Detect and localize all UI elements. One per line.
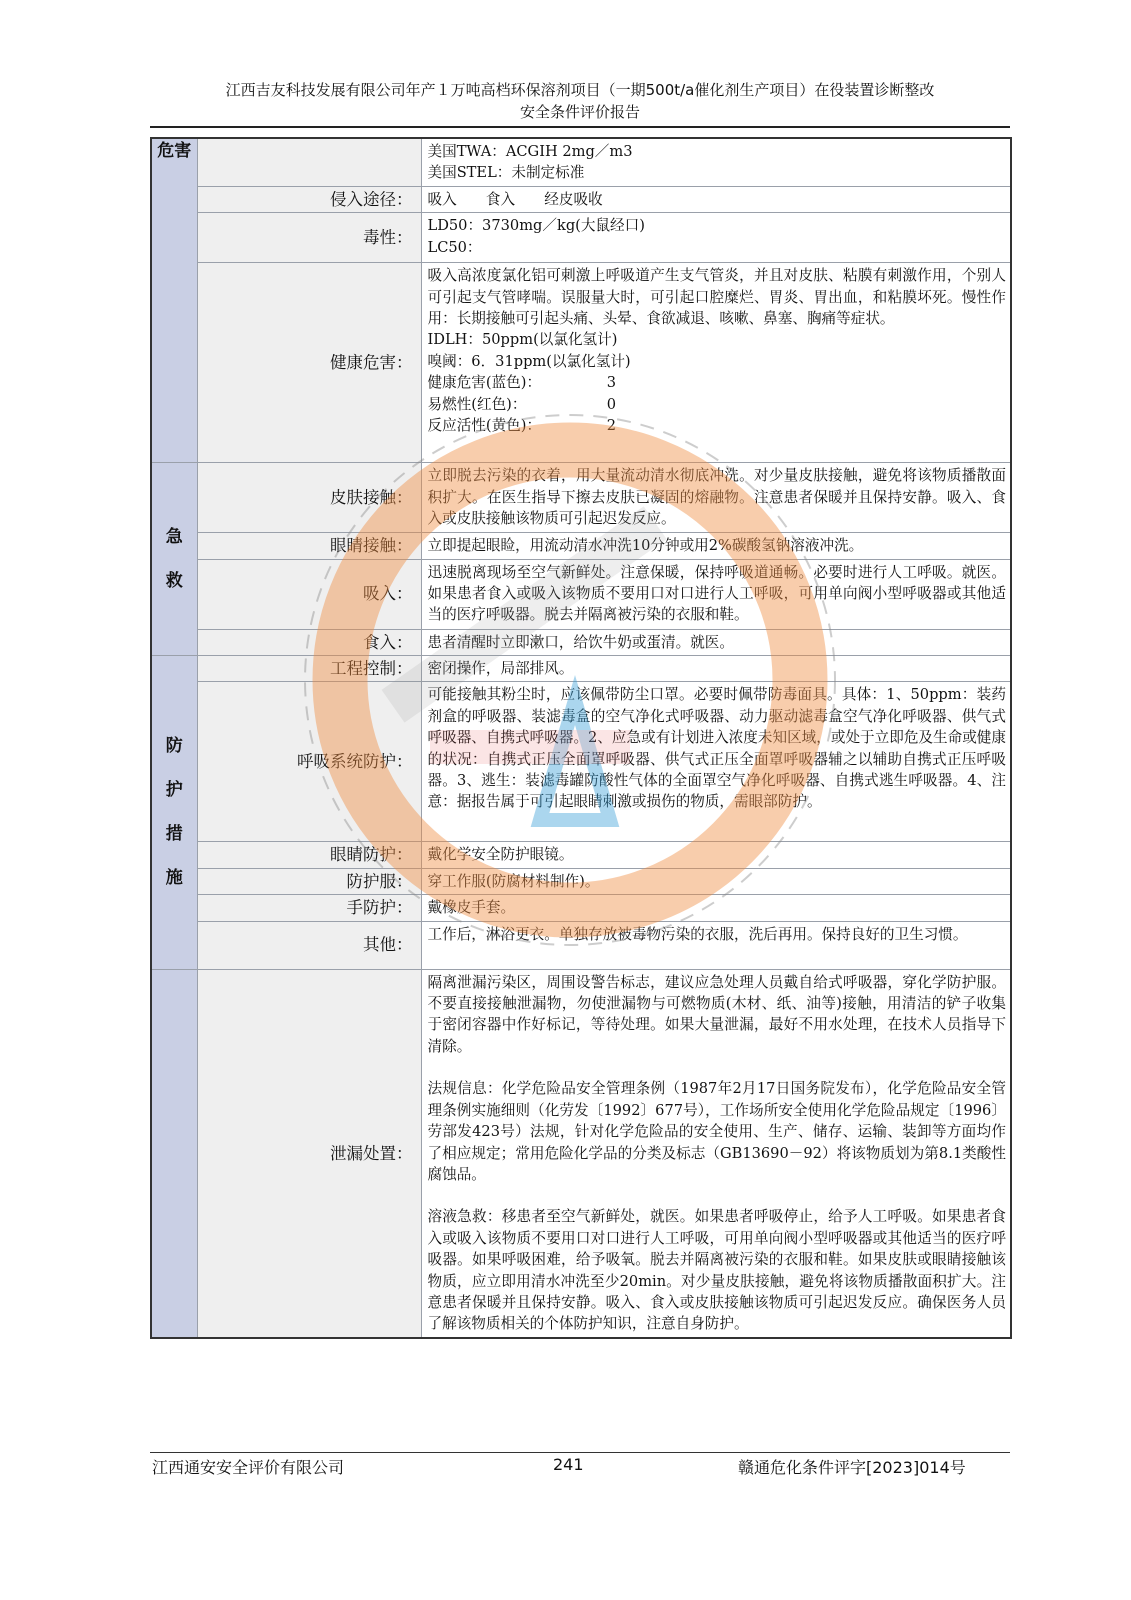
table-row [151,682,1011,842]
engineering-control-label: 工程控制： [197,656,421,682]
table-row [151,921,1011,969]
section-first-aid-char2: 救 [165,571,183,592]
exposure-limits-value [421,138,1011,186]
section-protection [151,656,197,970]
paragraph-gap [428,1185,1007,1206]
protective-clothing-label: 防护服： [197,868,421,894]
respiratory-protection-value: 可能接触其粉尘时，应该佩带防尘口罩。必要时佩带防毒面具。具体：1、50ppm：装药剂盒的呼吸器、装滤毒盒的空气净化式呼吸器、动力驱动滤毒盒空气净化呼吸器、供气式呼吸器、自携式呼吸器。2、应急或有计划进入浓度未知区域，或处于立即危及生命或健康的状况：自携式正压全面罩呼吸器、供气式正压全面罩呼吸器辅之以辅助自携式正压呼吸器。3、逃生：装滤毒罐防酸性气体的全面罩空气净化呼吸器、自携式逃生呼吸器。4、注意：据报告属于可引起眼睛刺激或损伤的物质，需眼部防护。 [421,682,1011,842]
toxicity-lc50: LC50： [427,238,482,256]
table-row [151,533,1011,559]
flammability-rating-red: 易燃性(红色)： 0 [427,395,616,413]
hand-protection-value: 戴橡皮手套。 [421,895,1011,921]
eye-protection-label: 眼睛防护： [197,842,421,868]
msds-table [150,137,1012,1339]
table-row [151,186,1011,212]
spill-paragraph-1: 隔离泄漏污染区，周围设警告标志，建议应急处理人员戴自给式呼吸器，穿化学防护服。不要直接接触泄漏物，勿使泄漏物与可燃物质(木材、纸、油等)接触，用清洁的铲子收集于密闭容器中作好标记，等待处理。如果大量泄漏，最好不用水处理，在技术人员指导下清除。 [427,973,1006,1055]
section-first-aid [151,463,197,656]
skin-contact-label: 皮肤接触： [197,463,421,533]
table-row [151,559,1011,629]
spill-paragraph-3: 溶液急救：移患者至空气新鲜处，就医。如果患者呼吸停止，给予人工呼吸。如果患者食入或吸入该物质不要用口对口进行人工呼吸，可用单向阀小型呼吸器或其他适当的医疗呼吸器。如果呼吸困难，给予吸氧。脱去并隔离被污染的衣服和鞋。如果皮肤或眼睛接触该物质，应立即用清水冲洗至少20min。对少量皮肤接触，避免将该物质播散面积扩大。注意患者保暖并且保持安静。吸入、食入或皮肤接触该物质可引起迟发反应。确保医务人员了解该物质相关的个体防护知识，注意自身防护。 [427,1208,1006,1333]
eye-contact-value: 立即提起眼睑，用流动清水冲洗10分钟或用2%碳酸氢钠溶液冲洗。 [421,533,1011,559]
section-hazard: 危害 [151,138,197,463]
engineering-control-value: 密闭操作，局部排风。 [421,656,1011,682]
exposure-stel: 美国STEL：未制定标准 [427,164,585,182]
header-title-line1: 江西吉友科技发展有限公司年产１万吨高档环保溶剂项目（一期500t/a催化剂生产项目）在役装置诊断整改 [225,81,935,99]
spill-handling-value [421,969,1011,1338]
section-protection-char2: 护 [165,780,183,801]
eye-contact-label: 眼睛接触： [197,533,421,559]
hand-protection-label: 手防护： [197,895,421,921]
header-title-line2: 安全条件评价报告 [519,103,640,121]
table-row [151,213,1011,263]
table-row [151,868,1011,894]
route-value: 吸入 食入 经皮吸收 [421,186,1011,212]
spill-handling-label: 泄漏处置： [197,969,421,1338]
inhalation-label: 吸入： [197,559,421,629]
spill-paragraph-2: 法规信息：化学危险品安全管理条例（1987年2月17日国务院发布），化学危险品安全管理条例实施细则（化劳发〔1992〕677号），工作场所安全使用化学危险品规定〔1996〕劳部发423号）法规，针对化学危险品的安全使用、生产、储存、运输、装卸等方面均作了相应规定；常用危险化学品的分类及标志（GB13690－92）将该物质划为第8.1类酸性腐蚀品。 [427,1080,1006,1183]
respiratory-protection-label: 呼吸系统防护： [197,682,421,842]
section-protection-char4: 施 [165,868,183,889]
route-label: 侵入途径： [197,186,421,212]
table-row [151,463,1011,533]
section-first-aid-char1: 急 [165,527,183,548]
paragraph-gap [428,1057,1007,1078]
health-label: 健康危害： [197,263,421,463]
health-text: 吸入高浓度氯化铝可刺激上呼吸道产生支气管炎，并且对皮肤、粘膜有刺激作用，个别人可引起支气管哮喘。误服量大时，可引起口腔糜烂、胃炎、胃出血，和粘膜坏死。慢性作用：长期接触可引起头痛、头晕、食欲减退、咳嗽、鼻塞、胸痛等症状。 [427,267,1006,328]
table-row [151,263,1011,463]
section-protection-char1: 防 [165,736,183,757]
health-rating-blue: 健康危害(蓝色)： 3 [427,374,616,392]
section-protection-char3: 措 [165,824,183,845]
exposure-twa: 美国TWA：ACGIH 2mg／m3 [427,143,633,160]
footer-document-number: 赣通危化条件评字[2023]014号 [738,1458,966,1477]
section-spill-empty [151,969,197,1338]
table-row [151,656,1011,682]
table-row [151,969,1011,1338]
health-odor-threshold: 嗅阈：6．31ppm(以氯化氢计) [427,352,631,370]
footer-page-number: 241 [553,1455,584,1474]
table-row [151,629,1011,655]
toxicity-label: 毒性： [197,213,421,263]
header-divider [150,126,1010,128]
table-row [151,895,1011,921]
footer-company: 江西通安安全评价有限公司 [152,1458,345,1477]
other-protection-value: 工作后，淋浴更衣。单独存放被毒物污染的衣服，洗后再用。保持良好的卫生习惯。 [421,921,1011,969]
page-header [150,79,1010,123]
protective-clothing-value: 穿工作服(防腐材料制作)。 [421,868,1011,894]
ingestion-label: 食入： [197,629,421,655]
health-value [421,263,1011,463]
inhalation-value: 迅速脱离现场至空气新鲜处。注意保暖，保持呼吸道通畅。必要时进行人工呼吸。就医。如果患者食入或吸入该物质不要用口对口进行人工呼吸，可用单向阀小型呼吸器或其他适当的医疗呼吸器。脱去并隔离被污染的衣服和鞋。 [421,559,1011,629]
health-idlh: IDLH：50ppm(以氯化氢计) [427,331,618,349]
row-label-exposure [197,138,421,186]
toxicity-ld50: LD50：3730mg／kg(大鼠经口) [427,217,645,235]
ingestion-value: 患者清醒时立即漱口，给饮牛奶或蛋清。就医。 [421,629,1011,655]
other-protection-label: 其他： [197,921,421,969]
table-row [151,842,1011,868]
toxicity-value [421,213,1011,263]
reactivity-rating-yellow: 反应活性(黄色)： 2 [427,417,616,435]
table-row [151,138,1011,186]
skin-contact-value: 立即脱去污染的衣着，用大量流动清水彻底冲洗。对少量皮肤接触，避免将该物质播散面积扩大。在医生指导下擦去皮肤已凝固的熔融物。注意患者保暖并且保持安静。吸入、食入或皮肤接触该物质可引起迟发反应。 [421,463,1011,533]
footer-divider [150,1452,1010,1453]
eye-protection-value: 戴化学安全防护眼镜。 [421,842,1011,868]
